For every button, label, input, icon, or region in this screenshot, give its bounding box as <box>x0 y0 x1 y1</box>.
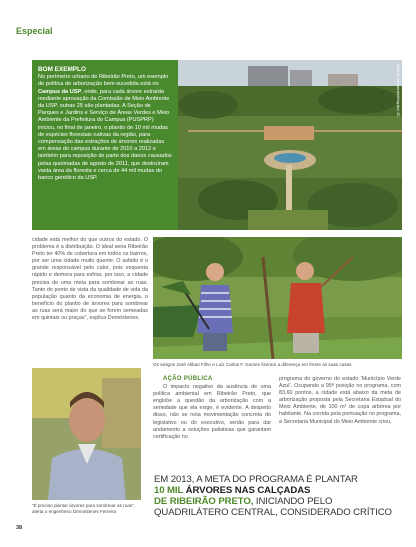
page-number: 38 <box>16 525 23 531</box>
column-middle: AÇÃO PÚBLICA O impacto negativo da ausência de uma política ambiental em Ribeirão Preto, que englobe a questão da arborização com a seriedade que ela exige, é evidente. A despeito disso, não se nota movimentação concreta do legislativo ou do executivo, senão para dar andamento a soluções paliativas que garantam certificação no <box>153 376 271 440</box>
box-text: No perímetro urbano de Ribeirão Preto, um exemplo de política de arborização bem-sucedida está no Campus da USP, onde, para cada árvore extraída mediante aprovação da Comissão de Meio Ambiente da USP, outras 25 são plantadas. A Seção de Parques e Jardins e Serviço de Áreas Verdes e Meio Ambiente da Prefeitura do Campus (PUSPRP) iniciou, no final de janeiro, o plantio de 10 mil mudas de espécies florestais nativas da região, para compensação das extrações de árvores realizadas em áreas do campus durante de 2010 a 2012 e também para reposição de parte dos danos causados pelas queimadas de agosto de 2011, que destruíram vasta área da floresta e cerca de 44 mil mudas do banco genético da USP. <box>38 74 172 182</box>
sidebar-box <box>32 60 178 230</box>
subhead-acao-publica: AÇÃO PÚBLICA <box>163 376 213 382</box>
portrait-caption: “É preciso plantar árvores para sombrear as ruas”, alerta o engenheiro Demóstenes Ferreira <box>32 503 135 514</box>
aerial-campus-photo <box>178 60 402 230</box>
men-photo-caption: Os amigos José Alibari Filho e Luiz Carlos F. Gomes fizeram a diferença em frente às suas casas <box>153 362 352 367</box>
men-with-rake-illustration <box>153 237 402 359</box>
pull-quote-line1: EM 2013, A META DO PROGRAMA É PLANTAR <box>154 474 358 485</box>
pull-quote-line3: DE RIBEIRÃO PRETO, INICIANDO PELO <box>154 496 333 507</box>
pull-quote <box>154 474 404 518</box>
column-right: programa do governo do estado ‘Município Verde Azul’. Ocupando a 95ª posição no programa, com 83,60 pontos, a cidade está abaixo da meta de arborização proposta pela Secretaria Estadual do Meio Ambiente, de 100 m² de copa arbórea por habitante. Na corrida pela pontuação no programa, a Secretaria Municipal do Meio Ambiente criou, <box>279 376 401 425</box>
photo-credit: Marcos Alexandre/Arquivo JC <box>396 64 401 117</box>
section-label: Especial <box>16 26 53 36</box>
pull-quote-line4: QUADRILÁTERO CENTRAL, CONSIDERADO CRÍTICO <box>154 507 392 518</box>
portrait-photo <box>32 368 141 500</box>
men-with-rake-photo <box>153 237 402 359</box>
column-left-text: cidade está melhor do que outros do estado. O problema é a distribuição. O ideal seria Ribeirão Preto ter 40% de cobertura em todos os bairros, por ser uma cidade muito quente. O asfalto é o grande responsável pelo calor, pois esquenta rápido e demora para esfriar, por isso, a cidade precisa de uma meta para sombrear as ruas. Tanto do ponto de vista da qualidade de vida da população quanto da economia de energia, o benefício do plantio de árvores para sombrear as ruas será maior do que se forem semeadas em quintais ou praças”, explica Demóstenes. <box>32 237 148 322</box>
aerial-campus-illustration <box>178 60 402 230</box>
box-heading: BOM EXEMPLO <box>38 66 86 73</box>
pull-quote-line2: 10 MIL ÁRVORES NAS CALÇADAS <box>154 485 311 496</box>
portrait-illustration <box>32 368 141 500</box>
